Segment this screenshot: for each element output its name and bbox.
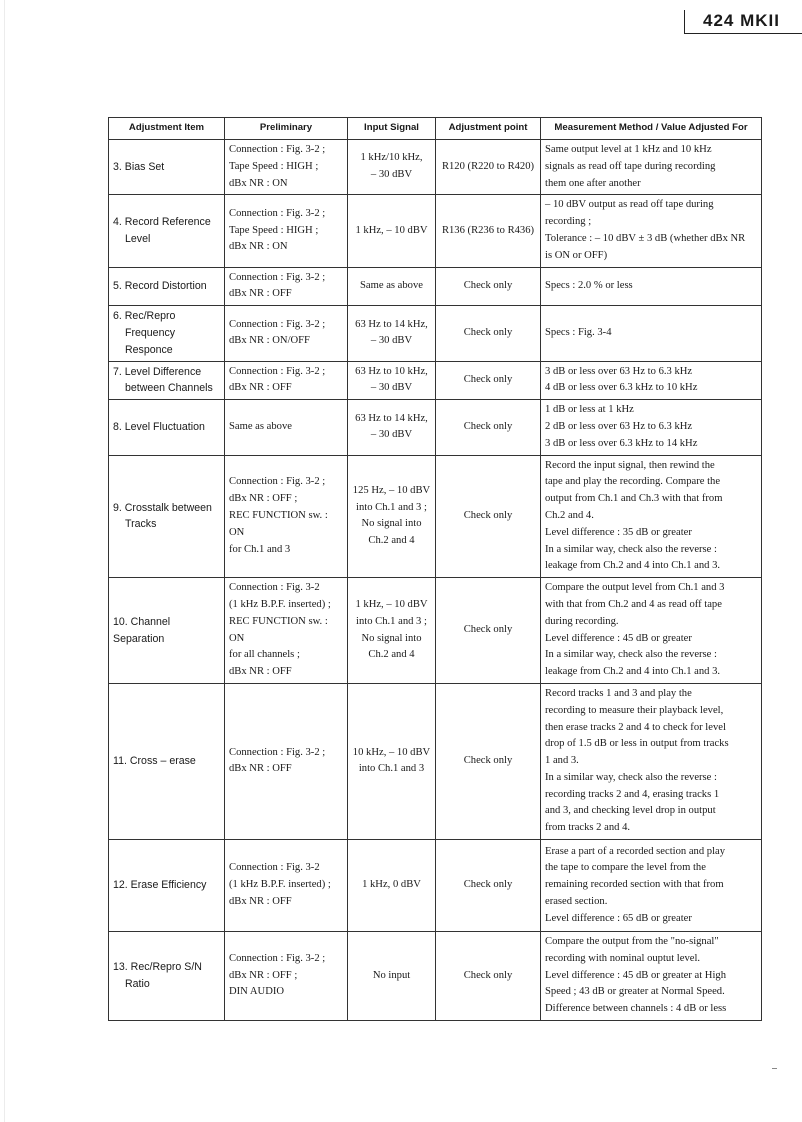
item-cell-line: 3. Bias Set: [113, 160, 165, 173]
preliminary-cell: [225, 267, 348, 306]
preliminary-cell-line: dBx NR : ON/OFF: [229, 335, 310, 347]
item-cell-line: 8. Level Fluctuation: [113, 420, 205, 433]
method-cell-line: 1 dB or less at 1 kHz: [545, 404, 634, 416]
adjustment-point-cell-line: Check only: [463, 326, 513, 338]
item-cell-line: 11. Cross – erase: [113, 755, 196, 768]
method-cell-line: 2 dB or less over 63 Hz to 6.3 kHz: [545, 420, 693, 432]
preliminary-cell: [225, 932, 348, 1021]
table-row: [109, 455, 762, 578]
item-cell: [109, 306, 225, 361]
col-header-adjustment-point: Adjustment point: [436, 118, 541, 140]
model-header-tag: 424 MKII: [684, 10, 802, 34]
method-cell-line: erased section.: [545, 895, 608, 907]
item-cell-line: 12. Erase Efficiency: [113, 879, 207, 892]
input-signal-cell-line: – 30 dBV: [370, 382, 413, 394]
item-cell-line: Ratio: [125, 978, 150, 991]
method-cell-line: Tolerance : – 10 dBV ± 3 dB (whether dBx NR: [545, 232, 746, 244]
method-cell-line: Same output level at 1 kHz and 10 kHz: [545, 144, 712, 155]
item-cell: [109, 140, 225, 195]
item-cell: [109, 195, 225, 267]
item-cell-line: 4. Record Reference: [113, 216, 211, 229]
method-cell-line: Erase a part of a recorded section and play: [545, 845, 726, 857]
method-cell-line: from tracks 2 and 4.: [545, 822, 631, 834]
item-cell: [109, 455, 225, 578]
preliminary-cell-line: Connection : Fig. 3-2 ;: [229, 952, 326, 964]
method-cell-line: In a similar way, check also the reverse :: [545, 771, 717, 783]
preliminary-cell-line: for all channels ;: [229, 649, 300, 661]
method-cell-line: Record tracks 1 and 3 and play the: [545, 687, 692, 699]
input-signal-cell-line: Same as above: [360, 279, 423, 291]
input-signal-cell-line: – 30 dBV: [370, 335, 413, 347]
preliminary-cell-line: for Ch.1 and 3: [229, 543, 291, 555]
input-signal-cell-line: – 30 dBV: [370, 429, 413, 441]
preliminary-cell: [225, 361, 348, 400]
method-cell: [541, 306, 762, 361]
method-cell-line: recording ;: [545, 216, 592, 228]
input-signal-cell-line: No signal into: [361, 518, 422, 530]
input-signal-cell: [348, 306, 436, 361]
input-signal-cell: [348, 683, 436, 839]
preliminary-cell: [225, 306, 348, 361]
preliminary-cell-line: dBx NR : ON: [229, 177, 288, 189]
preliminary-cell-line: REC FUNCTION sw. : ON: [229, 509, 328, 538]
input-signal-cell-line: 10 kHz, – 10 dBV: [352, 746, 431, 758]
adjustment-point-cell: [436, 932, 541, 1021]
method-cell-line: tape and play the recording. Compare the: [545, 476, 721, 488]
method-cell: [541, 140, 762, 195]
preliminary-cell-line: dBx NR : OFF: [229, 382, 292, 394]
method-cell: [541, 840, 762, 932]
item-cell-line: Level: [125, 232, 151, 245]
table-row: [109, 932, 762, 1021]
adjustment-point-cell-line: Check only: [463, 373, 513, 385]
preliminary-cell-line: dBx NR : OFF: [229, 666, 292, 678]
adjustment-point-cell: [436, 578, 541, 684]
method-cell-line: Level difference : 45 dB or greater: [545, 632, 692, 644]
table-header-row: [109, 118, 762, 140]
item-cell: [109, 361, 225, 400]
preliminary-cell-line: dBx NR : OFF ;: [229, 969, 298, 981]
method-cell-line: Level difference : 35 dB or greater: [545, 526, 692, 538]
method-cell-line: with that from Ch.2 and 4 as read off tape: [545, 598, 722, 610]
adjustment-point-cell: [436, 361, 541, 400]
input-signal-cell-line: 63 Hz to 10 kHz,: [355, 365, 428, 377]
table-row: [109, 400, 762, 455]
adjustment-point-cell: [436, 400, 541, 455]
method-cell-line: the tape to compare the level from the: [545, 862, 706, 874]
preliminary-cell-line: dBx NR : OFF: [229, 763, 292, 775]
input-signal-cell-line: – 30 dBV: [370, 169, 413, 181]
table-row: [109, 306, 762, 361]
table-row: [109, 140, 762, 195]
input-signal-cell-line: No input: [372, 969, 411, 981]
col-header-input-signal: Input Signal: [348, 118, 436, 140]
input-signal-cell-line: 1 kHz, – 10 dBV: [355, 224, 428, 236]
item-cell: [109, 578, 225, 684]
preliminary-cell: [225, 683, 348, 839]
method-cell: [541, 578, 762, 684]
method-cell: [541, 267, 762, 306]
preliminary-cell-line: Connection : Fig. 3-2 ;: [229, 318, 326, 330]
preliminary-cell-line: dBx NR : ON: [229, 241, 288, 253]
input-signal-cell-line: Ch.2 and 4: [368, 535, 415, 547]
method-cell-line: 4 dB or less over 6.3 kHz to 10 kHz: [545, 382, 698, 394]
input-signal-cell: [348, 455, 436, 578]
method-cell-line: recording with nominal ouptut level.: [545, 952, 701, 964]
item-cell-line: 6. Rec/Repro: [113, 310, 176, 323]
input-signal-cell-line: into Ch.1 and 3 ;: [356, 615, 427, 627]
method-cell-line: recording tracks 2 and 4, erasing tracks 1: [545, 788, 720, 800]
table-row: [109, 578, 762, 684]
item-cell-line: 10. Channel Separation: [113, 615, 171, 645]
preliminary-cell: [225, 195, 348, 267]
item-cell: [109, 267, 225, 306]
adjustment-point-cell: [436, 683, 541, 839]
item-cell: [109, 400, 225, 455]
method-cell-line: leakage from Ch.2 and 4 into Ch.1 and 3.: [545, 666, 721, 678]
preliminary-cell-line: Same as above: [229, 420, 292, 432]
item-cell: [109, 683, 225, 839]
method-cell-line: Specs : 2.0 % or less: [545, 279, 633, 291]
method-cell-line: In a similar way, check also the reverse :: [545, 649, 717, 661]
input-signal-cell: [348, 578, 436, 684]
preliminary-cell-line: REC FUNCTION sw. : ON: [229, 615, 328, 644]
adjustment-point-cell-line: Check only: [463, 879, 513, 891]
adjustment-table: [108, 117, 762, 1021]
preliminary-cell-line: (1 kHz B.P.F. inserted) ;: [229, 598, 331, 610]
method-cell-line: them one after another: [545, 177, 641, 189]
method-cell-line: Compare the output level from Ch.1 and 3: [545, 582, 725, 594]
adjustment-point-cell-line: Check only: [463, 279, 513, 291]
preliminary-cell-line: dBx NR : OFF: [229, 895, 292, 907]
item-cell-line: Tracks: [125, 518, 157, 531]
input-signal-cell-line: 1 kHz, 0 dBV: [362, 879, 421, 891]
item-cell: [109, 840, 225, 932]
preliminary-cell-line: Connection : Fig. 3-2 ;: [229, 365, 326, 377]
method-cell: [541, 400, 762, 455]
adjustment-point-cell: [436, 140, 541, 195]
method-cell-line: In a similar way, check also the reverse :: [545, 543, 717, 555]
method-cell-line: leakage from Ch.2 and 4 into Ch.1 and 3.: [545, 560, 721, 572]
adjustment-point-cell: [436, 840, 541, 932]
preliminary-cell-line: DIN AUDIO: [229, 986, 285, 998]
method-cell: [541, 361, 762, 400]
method-cell-line: 1 and 3.: [545, 755, 579, 767]
table-row: [109, 840, 762, 932]
input-signal-cell: [348, 932, 436, 1021]
col-header-preliminary: Preliminary: [225, 118, 348, 140]
method-cell: [541, 932, 762, 1021]
adjustment-point-cell-line: Check only: [463, 969, 513, 981]
method-cell-line: Ch.2 and 4.: [545, 509, 594, 521]
preliminary-cell-line: dBx NR : OFF ;: [229, 493, 298, 505]
method-cell: [541, 455, 762, 578]
adjustment-point-cell-line: Check only: [463, 509, 513, 521]
input-signal-cell-line: 1 kHz, – 10 dBV: [355, 598, 428, 610]
method-cell-line: Level difference : 65 dB or greater: [545, 912, 692, 924]
adjustment-point-cell: [436, 306, 541, 361]
item-cell-line: 9. Crosstalk between: [113, 501, 212, 514]
method-cell-line: 3 dB or less over 6.3 kHz to 14 kHz: [545, 437, 698, 449]
preliminary-cell-line: Tape Speed : HIGH ;: [229, 224, 319, 236]
method-cell-line: 3 dB or less over 63 Hz to 6.3 kHz: [545, 365, 693, 377]
input-signal-cell: [348, 267, 436, 306]
adjustment-point-cell: [436, 267, 541, 306]
method-cell: [541, 195, 762, 267]
input-signal-cell-line: 63 Hz to 14 kHz,: [355, 412, 428, 424]
method-cell: [541, 683, 762, 839]
method-cell-line: Compare the output from the "no-signal": [545, 936, 719, 948]
method-cell-line: during recording.: [545, 615, 619, 627]
method-cell-line: then erase tracks 2 and 4 to check for level: [545, 721, 726, 733]
method-cell-line: Specs : Fig. 3-4: [545, 326, 612, 338]
adjustment-point-cell-line: Check only: [463, 755, 513, 767]
method-cell-line: recording to measure their playback level,: [545, 704, 724, 716]
item-cell-line: 7. Level Difference: [113, 365, 202, 378]
input-signal-cell: [348, 140, 436, 195]
preliminary-cell-line: Tape Speed : HIGH ;: [229, 160, 319, 172]
input-signal-cell: [348, 840, 436, 932]
preliminary-cell: [225, 455, 348, 578]
preliminary-cell-line: Connection : Fig. 3-2 ;: [229, 207, 326, 219]
col-header-measurement-method: Measurement Method / Value Adjusted For: [541, 118, 762, 140]
preliminary-cell-line: Connection : Fig. 3-2: [229, 862, 320, 874]
preliminary-cell-line: Connection : Fig. 3-2 ;: [229, 476, 326, 488]
input-signal-cell-line: No signal into: [361, 632, 422, 644]
preliminary-cell: [225, 840, 348, 932]
input-signal-cell-line: into Ch.1 and 3 ;: [356, 501, 427, 513]
item-cell-line: between Channels: [125, 382, 213, 395]
preliminary-cell-line: (1 kHz B.P.F. inserted) ;: [229, 879, 331, 891]
method-cell-line: signals as read off tape during recording: [545, 160, 716, 172]
adjustment-point-cell: [436, 455, 541, 578]
page-mark: [772, 1068, 777, 1069]
method-cell-line: is ON or OFF): [545, 249, 608, 261]
method-cell-line: – 10 dBV output as read off tape during: [545, 199, 714, 211]
adjustment-point-cell-line: Check only: [463, 420, 513, 432]
input-signal-cell: [348, 400, 436, 455]
method-cell-line: remaining recorded section with that from: [545, 879, 724, 891]
method-cell-line: Difference between channels : 4 dB or less: [545, 1003, 727, 1015]
method-cell-line: and 3, and checking level drop in output: [545, 805, 716, 817]
page-edge-line: [4, 0, 5, 1122]
preliminary-cell-line: dBx NR : OFF: [229, 288, 292, 300]
method-cell-line: Level difference : 45 dB or greater at High: [545, 969, 726, 981]
input-signal-cell-line: Ch.2 and 4: [368, 649, 415, 661]
item-cell-line: 13. Rec/Repro S/N: [113, 961, 202, 974]
preliminary-cell: [225, 400, 348, 455]
method-cell-line: Record the input signal, then rewind the: [545, 459, 715, 471]
preliminary-cell: [225, 578, 348, 684]
adjustment-point-cell-line: R120 (R220 to R420): [441, 160, 535, 172]
adjustment-point-cell: [436, 195, 541, 267]
input-signal-cell-line: 63 Hz to 14 kHz,: [355, 318, 428, 330]
table-body: [109, 140, 762, 1021]
method-cell-line: output from Ch.1 and Ch.3 with that from: [545, 493, 723, 505]
input-signal-cell-line: into Ch.1 and 3: [358, 763, 425, 775]
input-signal-cell: [348, 195, 436, 267]
input-signal-cell-line: 1 kHz/10 kHz,: [360, 152, 423, 164]
preliminary-cell-line: Connection : Fig. 3-2 ;: [229, 746, 326, 758]
method-cell-line: drop of 1.5 dB or less in output from tracks: [545, 738, 729, 750]
col-header-adjustment-item: Adjustment Item: [109, 118, 225, 140]
preliminary-cell: [225, 140, 348, 195]
table-row: [109, 361, 762, 400]
table-row: [109, 195, 762, 267]
table-row: [109, 683, 762, 839]
input-signal-cell: [348, 361, 436, 400]
table-row: [109, 267, 762, 306]
adjustment-point-cell-line: Check only: [463, 624, 513, 636]
item-cell-line: 5. Record Distortion: [113, 279, 207, 292]
item-cell-line: Frequency Responce: [125, 326, 176, 356]
preliminary-cell-line: Connection : Fig. 3-2: [229, 582, 320, 594]
method-cell-line: Speed ; 43 dB or greater at Normal Speed.: [545, 986, 725, 998]
item-cell: [109, 932, 225, 1021]
preliminary-cell-line: Connection : Fig. 3-2 ;: [229, 271, 326, 283]
adjustment-point-cell-line: R136 (R236 to R436): [441, 224, 535, 236]
preliminary-cell-line: Connection : Fig. 3-2 ;: [229, 144, 326, 155]
input-signal-cell-line: 125 Hz, – 10 dBV: [352, 484, 431, 496]
